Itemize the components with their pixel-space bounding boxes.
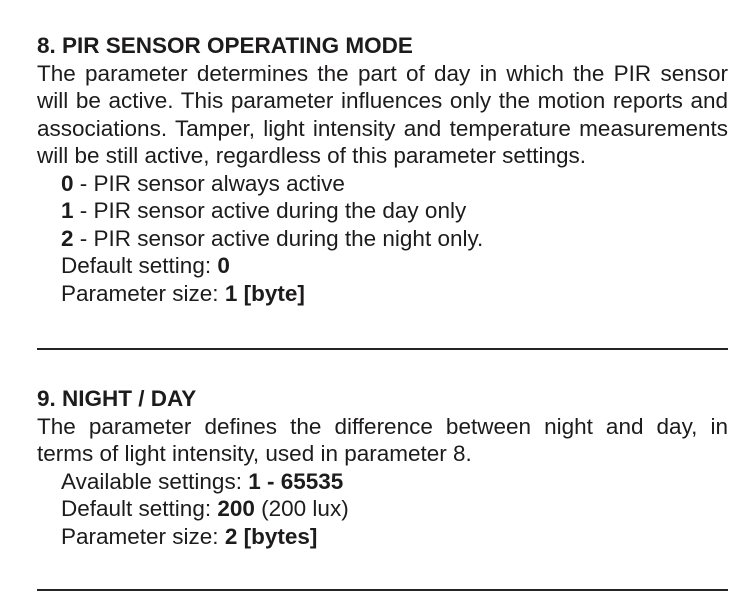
parameter-size-9-value: 2 [bytes] <box>224 523 318 549</box>
available-settings-value: 1 - 65535 <box>248 468 344 494</box>
default-setting-9-suffix: (200 lux) <box>254 496 349 521</box>
parameter-size-9-label: Parameter size: <box>61 523 225 549</box>
option-1-label: - PIR sensor active during the day only <box>73 198 467 223</box>
parameter-size-8-value: 1 [byte] <box>224 280 305 306</box>
section-9-default-setting <box>61 495 728 523</box>
option-item-1 <box>61 197 728 225</box>
section-9-paragraph-line-1: The parameter defines the difference between night and day, in <box>37 413 728 439</box>
option-2-value: 2 <box>61 225 74 251</box>
default-setting-9-label: Default setting: <box>61 496 218 521</box>
section-9-settings-list <box>61 468 728 551</box>
bottom-divider-rule <box>37 589 728 591</box>
section-8-parameter-size <box>61 280 728 308</box>
section-8-settings-list <box>61 170 728 308</box>
section-8-paragraph-line-2: will be active. This parameter influences only the motion reports and <box>37 88 728 113</box>
available-settings-label: Available settings: <box>61 468 249 494</box>
parameter-size-8-label: Parameter size: <box>61 280 225 306</box>
section-divider-rule <box>37 348 728 350</box>
section-parameter-9 <box>37 385 728 550</box>
option-item-2 <box>61 225 728 253</box>
option-1-value: 1 <box>61 198 74 223</box>
option-0-value: 0 <box>61 170 74 196</box>
section-8-paragraph-line-1: The parameter determines the part of day in which the PIR sensor <box>37 60 728 86</box>
section-9-available-settings <box>61 468 728 496</box>
section-8-paragraph-line-4: will be still active, regardless of this parameter settings. <box>37 143 586 168</box>
default-setting-9-value: 200 <box>217 496 255 521</box>
section-8-default-setting <box>61 252 728 280</box>
section-parameter-8 <box>37 32 728 307</box>
option-2-label: - PIR sensor active during the night only. <box>73 225 484 251</box>
option-0-label: - PIR sensor always active <box>73 170 345 196</box>
section-9-parameter-size <box>61 523 728 551</box>
default-setting-8-label: Default setting: <box>61 253 218 278</box>
option-item-0 <box>61 170 728 198</box>
default-setting-8-value: 0 <box>217 253 230 278</box>
section-9-heading: 9. NIGHT / DAY <box>37 386 197 411</box>
section-8-heading: 8. PIR SENSOR OPERATING MODE <box>37 33 413 58</box>
section-9-paragraph-line-2: terms of light intensity, used in parameter 8. <box>37 441 472 466</box>
section-8-paragraph-line-3: associations. Tamper, light intensity and temperature measurements <box>37 115 728 141</box>
